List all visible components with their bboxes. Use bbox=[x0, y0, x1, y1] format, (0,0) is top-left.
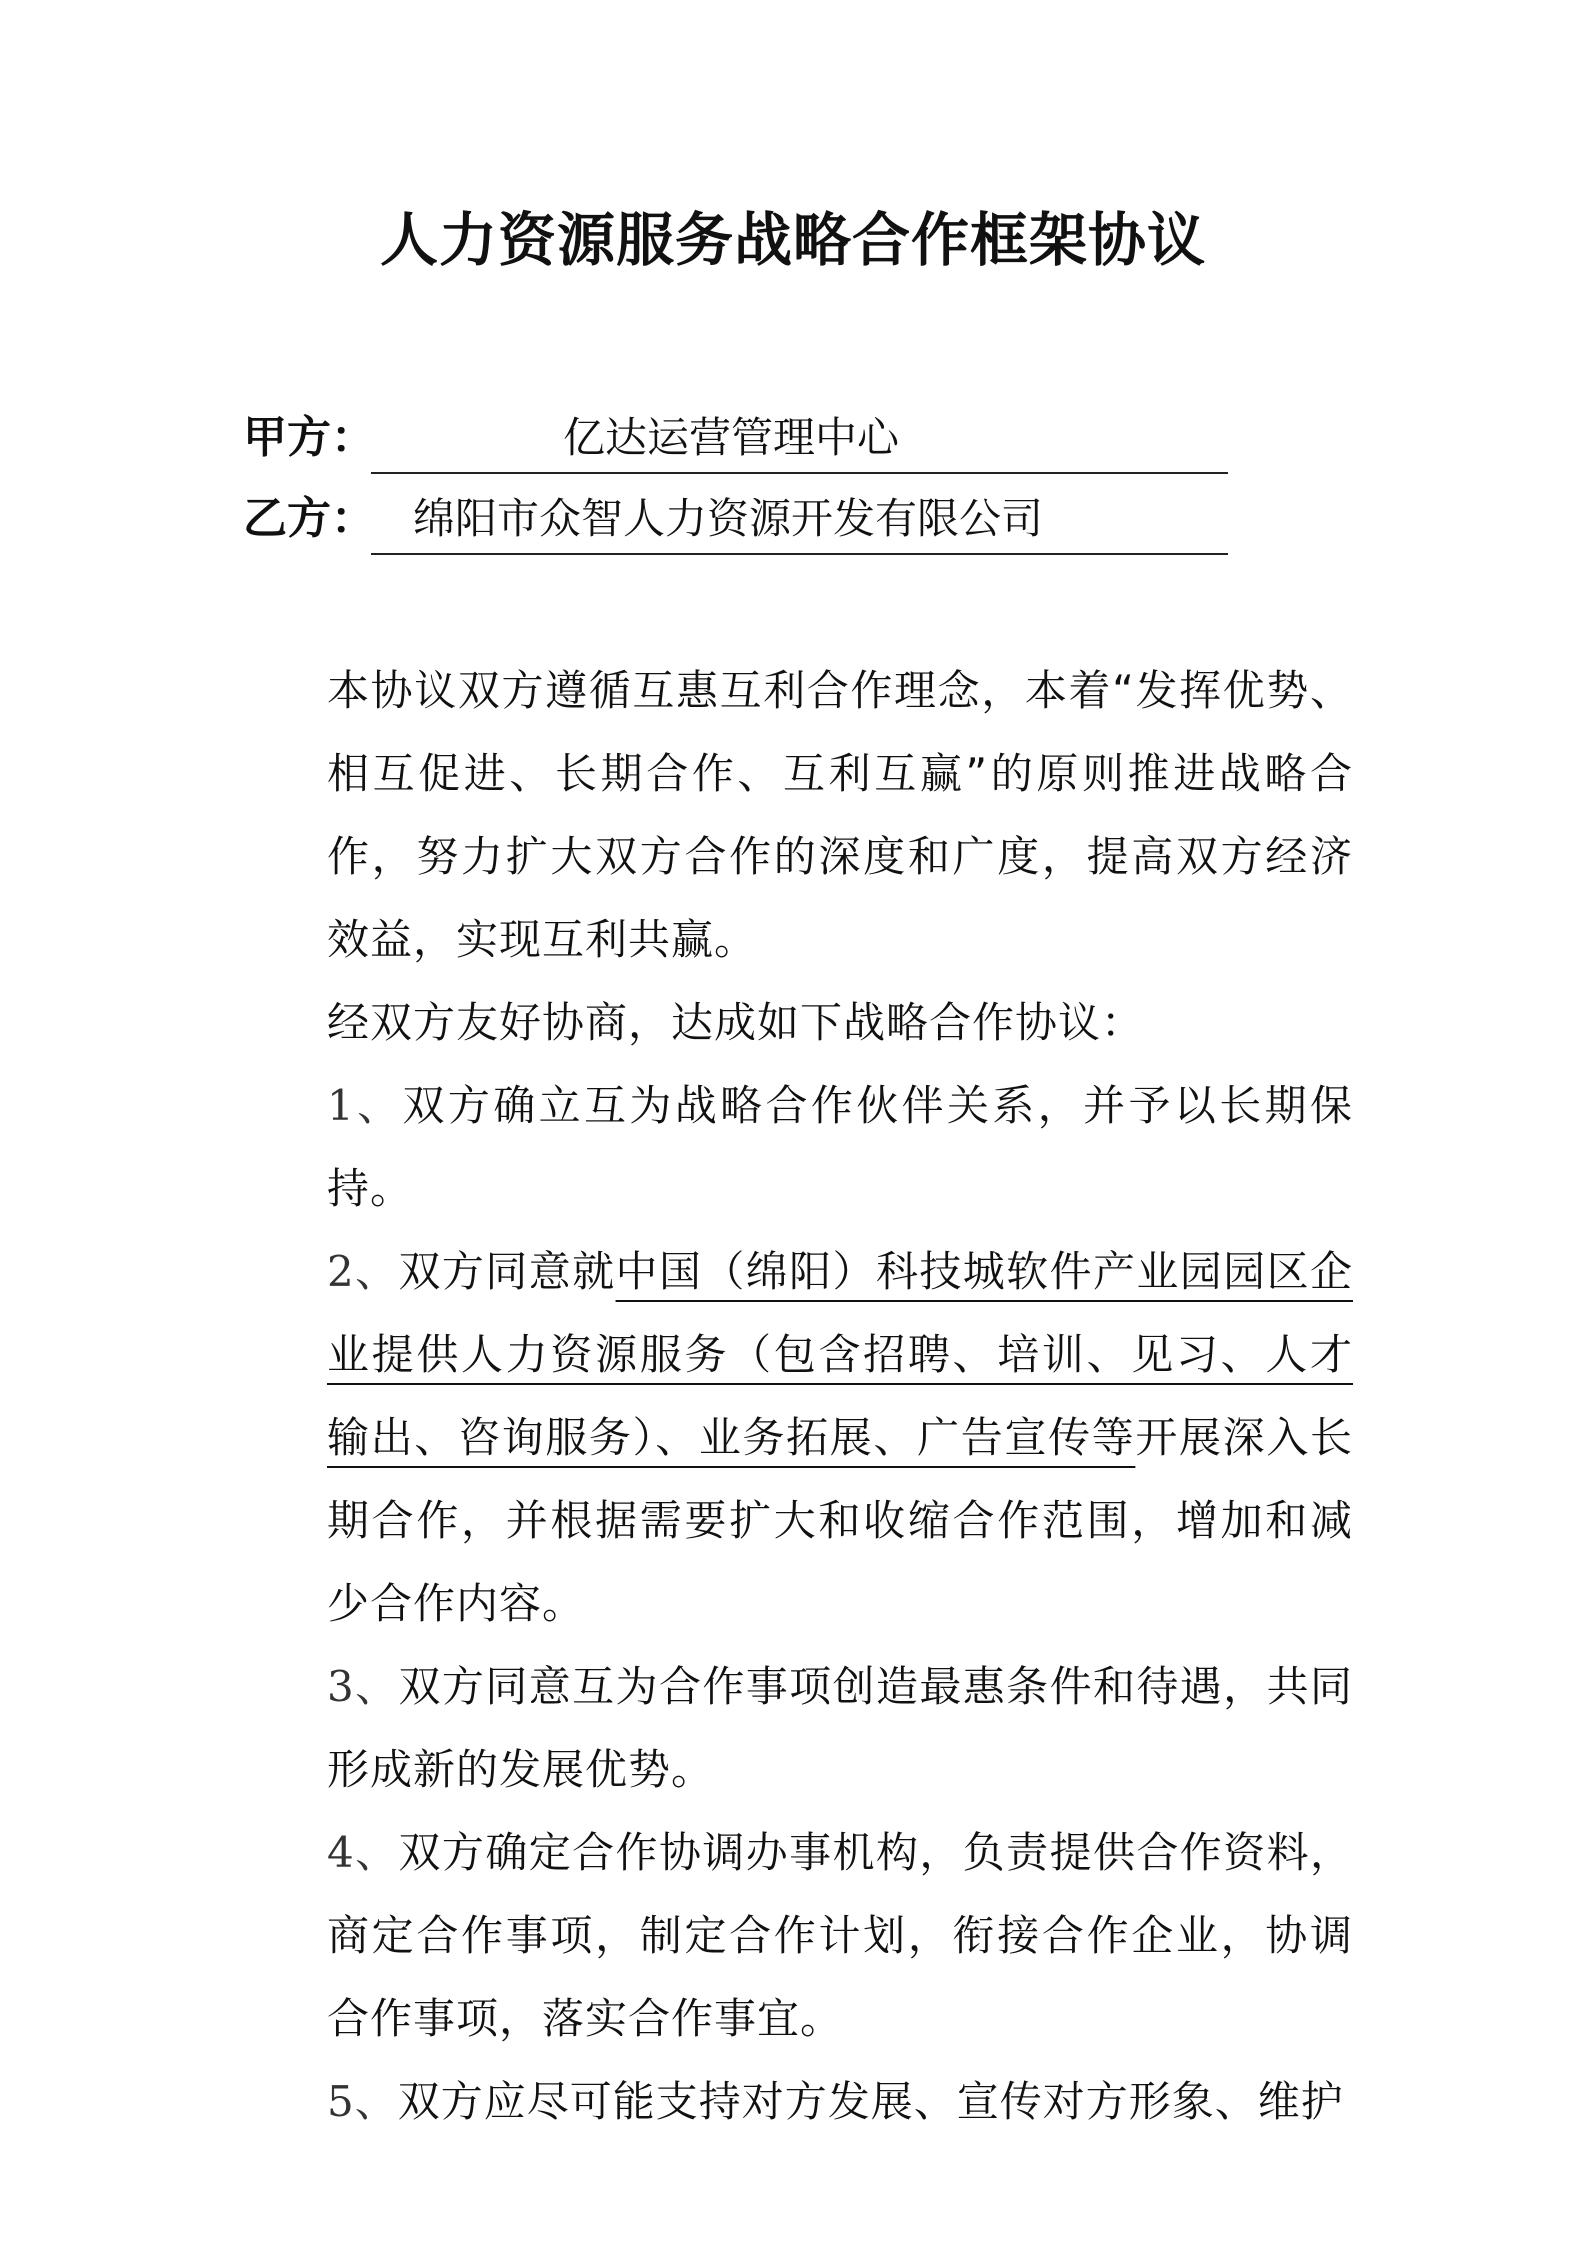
intro-paragraph: 本协议双方遵循互惠互利合作理念，本着“发挥优势、相互促进、长期合作、互利互赢”的原则推进战略合作，努力扩大双方合作的深度和广度，提高双方经济效益，实现互利共赢。 bbox=[327, 666, 1353, 964]
clause-2-post: 开展深入长期合作，并根据需要扩大和收缩合作范围，增加和减少合作内容。 bbox=[327, 1413, 1353, 1628]
party-a-line bbox=[243, 406, 1233, 470]
clause-3-text: 双方同意互为合作事项创造最惠条件和待遇，共同形成新的发展优势。 bbox=[327, 1662, 1353, 1794]
clause-5-number: 5、 bbox=[327, 2077, 398, 2126]
clause-3-number: 3、 bbox=[327, 1662, 399, 1711]
clause-2-number: 2、 bbox=[327, 1247, 399, 1296]
lead-paragraph: 经双方友好协商，达成如下战略合作协议： bbox=[327, 998, 1145, 1047]
clause-3 bbox=[243, 1645, 1353, 1811]
clause-1 bbox=[243, 1064, 1353, 1230]
party-b-label: 乙方： bbox=[243, 493, 375, 544]
clause-1-number: 1、 bbox=[327, 1081, 403, 1130]
clause-1-text: 双方确立互为战略合作伙伴关系，并予以长期保持。 bbox=[327, 1081, 1353, 1213]
clause-2-pre: 双方同意就 bbox=[398, 1247, 616, 1296]
agreement-body bbox=[243, 649, 1353, 2143]
clause-5 bbox=[243, 2060, 1353, 2143]
party-b-line bbox=[243, 487, 1233, 551]
party-b-underline bbox=[371, 553, 1228, 555]
clause-2-underlined: 中国（绵阳）科技城软件产业园园区企业提供人力资源服务（包含招聘、培训、见习、人才输出、咨询服务）、业务拓展、广告宣传等 bbox=[327, 1247, 1353, 1462]
clause-4-text: 双方确定合作协调办事机构，负责提供合作资料，商定合作事项，制定合作计划，衔接合作企业，协调合作事项，落实合作事宜。 bbox=[327, 1828, 1353, 2043]
clause-2 bbox=[243, 1230, 1353, 1645]
clause-4 bbox=[243, 1811, 1353, 2060]
party-b-name: 绵阳市众智人力资源开发有限公司 bbox=[413, 494, 1044, 543]
clause-4-number: 4、 bbox=[327, 1828, 399, 1877]
party-a-name: 亿达运营管理中心 bbox=[563, 413, 900, 462]
document-title: 人力资源服务战略合作框架协议 bbox=[379, 206, 1206, 274]
party-a-label: 甲方： bbox=[243, 412, 375, 463]
party-a-underline bbox=[371, 472, 1228, 474]
clause-5-text: 双方应尽可能支持对方发展、宣传对方形象、维护 bbox=[397, 2077, 1344, 2126]
